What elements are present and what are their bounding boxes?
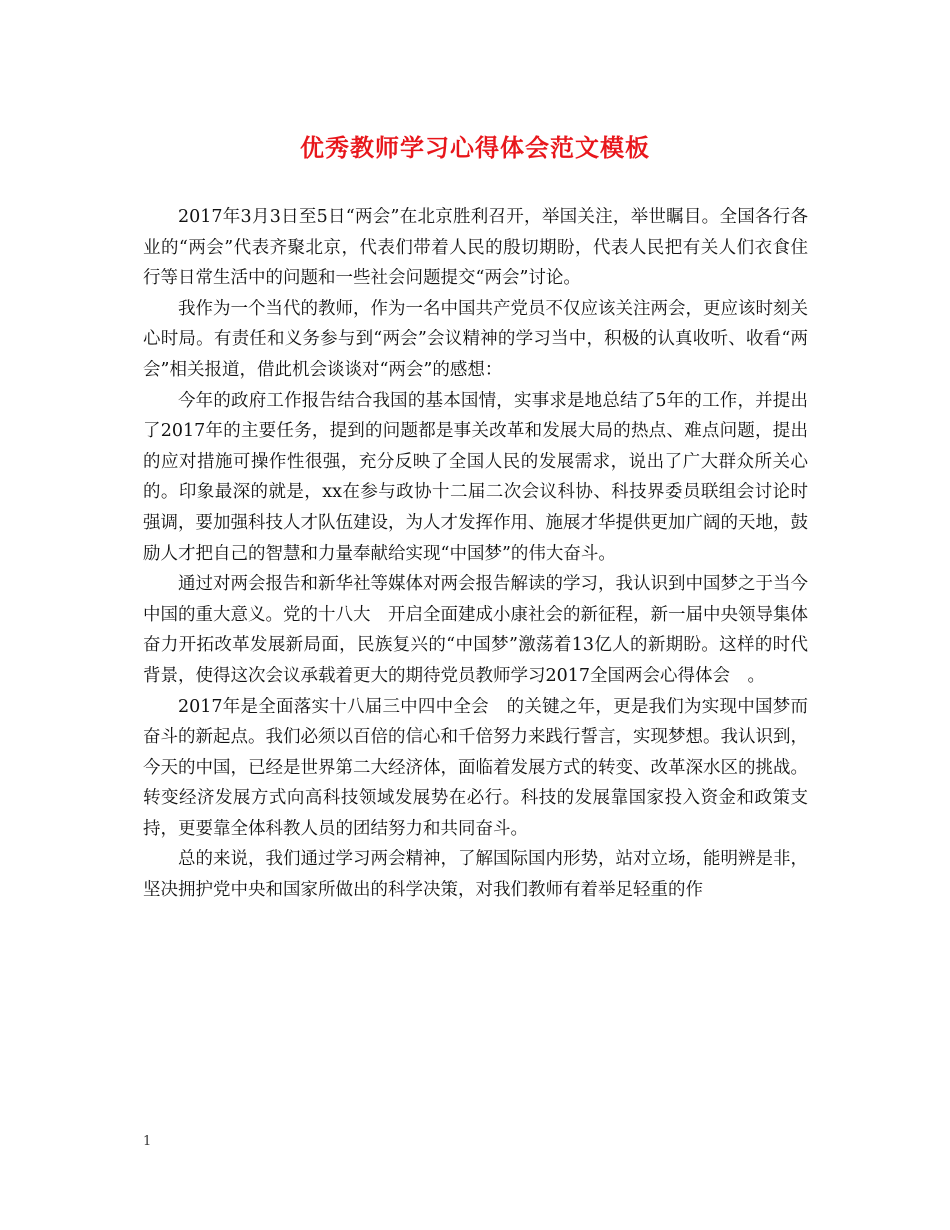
paragraph-1: 2017年3月3日至5日“两会”在北京胜利召开，举国关注，举世瞩目。全国各行各业的“两会”代表齐聚北京，代表们带着人民的殷切期盼，代表人民把有关人们衣食住行等日常生活中的问题和一些社会问题提交“两会”讨论。 [143,207,808,289]
document-title: 优秀教师学习心得体会范文模板 [300,133,650,162]
paragraph-3: 今年的政府工作报告结合我国的基本国情，实事求是地总结了5年的工作，并提出了2017年的主要任务，提到的问题都是事关改革和发展大局的热点、难点问题，提出的应对措施可操作性很强，充分反映了全国人民的发展需求，说出了广大群众所关心的。印象最深的就是，xx在参与政协十二届二次会议科协、科技界委员联组会讨论时强调，要加强科技人才队伍建设，为人才发挥作用、施展才华提供更加广阔的天地，鼓励人才把自己的智慧和力量奉献给实现“中国梦”的伟大奋斗。 [143,390,808,564]
paragraph-2: 我作为一个当代的教师，作为一名中国共产党员不仅应该关注两会，更应该时刻关心时局。有责任和义务参与到“两会”会议精神的学习当中，积极的认真收听、收看“两会”相关报道，借此机会谈谈对“两会”的感想： [143,298,808,380]
document-body [143,202,808,906]
paragraph-4: 通过对两会报告和新华社等媒体对两会报告解读的学习，我认识到中国梦之于当今中国的重大意义。党的十八大 开启全面建成小康社会的新征程，新一届中央领导集体奋力开拓改革发展新局面，民族复兴的“中国梦”激荡着13亿人的新期盼。这样的时代背景，使得这次会议承载着更大的期待党员教师学习2017全国两会心得体会 。 [143,574,808,686]
paragraph-5: 2017年是全面落实十八届三中四中全会 的关键之年，更是我们为实现中国梦而奋斗的新起点。我们必须以百倍的信心和千倍努力来践行誓言，实现梦想。我认识到，今天的中国，已经是世界第二大经济体，面临着发展方式的转变、改革深水区的挑战。转变经济发展方式向高科技领域发展势在必行。科技的发展靠国家投入资金和政策支持，更要靠全体科教人员的团结努力和共同奋斗。 [143,696,808,839]
paragraph-6: 总的来说，我们通过学习两会精神，了解国际国内形势，站对立场，能明辨是非，坚决拥护党中央和国家所做出的科学决策，对我们教师有着举足轻重的作 [143,849,808,901]
page-number: 1 [143,1134,152,1149]
